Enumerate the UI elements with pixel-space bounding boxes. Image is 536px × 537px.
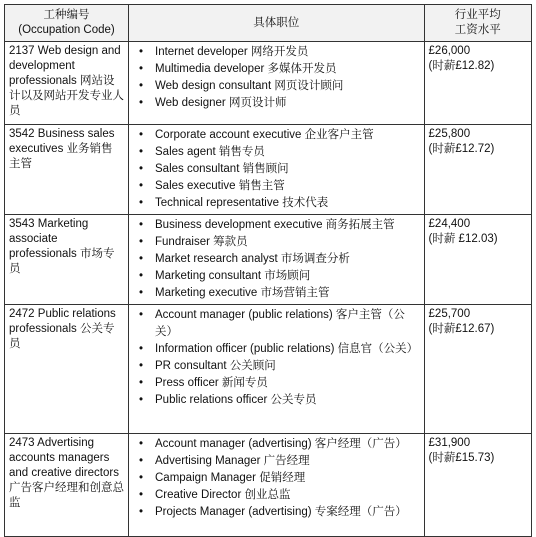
table-row	[5, 125, 532, 215]
occupation-code-text: 3542 Business sales executives 业务销售主管	[9, 128, 115, 170]
list-item	[139, 195, 420, 212]
list-item	[139, 144, 420, 161]
job-titles-cell	[129, 42, 425, 125]
list-item	[139, 44, 420, 61]
list-item	[139, 392, 420, 409]
occupation-code-text: 3543 Marketing associate professionals 市场专员	[9, 218, 115, 275]
list-item	[139, 436, 420, 453]
bullet-icon: •	[139, 377, 144, 389]
occupation-code-cell	[5, 215, 129, 305]
occupation-code-cell	[5, 305, 129, 434]
list-item	[139, 234, 420, 251]
bullet-icon: •	[139, 63, 144, 75]
table-row	[5, 305, 532, 434]
job-title: Account manager (advertising) 客户经理（广告）	[155, 438, 407, 450]
job-title: Corporate account executive 企业客户主管	[155, 129, 374, 141]
job-title: Creative Director 创业总监	[155, 489, 291, 501]
bullet-icon: •	[139, 309, 144, 321]
job-title: Marketing executive 市场营销主管	[155, 287, 330, 299]
header-occupation-code-cn: 工种编号	[43, 9, 90, 21]
bullet-icon: •	[139, 197, 144, 209]
list-item	[139, 358, 420, 375]
bullet-icon: •	[139, 270, 144, 282]
job-title: Internet developer 网络开发员	[155, 46, 309, 58]
salary-cell	[424, 42, 531, 125]
hourly-wage: (时薪 £12.03)	[428, 233, 498, 245]
bullet-icon: •	[139, 489, 144, 501]
list-item	[139, 217, 420, 234]
hourly-wage: (时薪£15.73)	[428, 452, 495, 464]
job-title: PR consultant 公关顾问	[155, 360, 276, 372]
job-title: Business development executive 商务拓展主管	[155, 219, 395, 231]
list-item	[139, 161, 420, 178]
salary-cell	[424, 215, 531, 305]
job-title: Sales executive 销售主管	[155, 180, 285, 192]
bullet-icon: •	[139, 455, 144, 467]
job-title: Advertising Manager 广告经理	[155, 455, 310, 467]
bullet-icon: •	[139, 236, 144, 248]
hourly-wage: (时薪£12.82)	[428, 60, 495, 72]
job-title: Information officer (public relations) 信息官（公关）	[155, 343, 419, 355]
bullet-icon: •	[139, 506, 144, 518]
occupation-code-text: 2473 Advertising accounts managers and creative directors 广告客户经理和创意总监	[9, 437, 124, 509]
annual-salary: £24,400	[428, 218, 471, 230]
table-header-row	[5, 5, 532, 42]
list-item	[139, 470, 420, 487]
job-title: Web design consultant 网页设计顾问	[155, 80, 344, 92]
job-list	[133, 436, 420, 521]
list-item	[139, 375, 420, 392]
bullet-icon: •	[139, 163, 144, 175]
header-job-titles: 具体职位	[129, 5, 425, 42]
job-title: Web designer 网页设计师	[155, 97, 287, 109]
list-item	[139, 268, 420, 285]
salary-cell	[424, 434, 531, 537]
occupation-code-cell	[5, 42, 129, 125]
header-average-salary-line2: 工资水平	[454, 24, 501, 36]
job-list	[133, 217, 420, 302]
bullet-icon: •	[139, 438, 144, 450]
list-item	[139, 453, 420, 470]
hourly-wage: (时薪£12.72)	[428, 143, 495, 155]
job-title: Fundraiser 筹款员	[155, 236, 248, 248]
bullet-icon: •	[139, 46, 144, 58]
job-titles-cell	[129, 305, 425, 434]
bullet-icon: •	[139, 129, 144, 141]
job-title: Sales consultant 销售顾问	[155, 163, 289, 175]
list-item	[139, 78, 420, 95]
header-occupation-code-en: (Occupation Code)	[18, 24, 115, 36]
job-title: Account manager (public relations) 客户主管（公关）	[155, 309, 405, 338]
bullet-icon: •	[139, 360, 144, 372]
occupation-code-text: 2137 Web design and development professionals 网站设计以及网站开发专业人员	[9, 45, 124, 117]
occupation-code-text: 2472 Public relations professionals 公关专员	[9, 308, 116, 350]
table-row	[5, 42, 532, 125]
header-average-salary-line1: 行业平均	[454, 9, 501, 21]
occupation-code-cell	[5, 434, 129, 537]
job-list	[133, 307, 420, 409]
salary-cell	[424, 125, 531, 215]
job-titles-cell	[129, 434, 425, 537]
job-title: Marketing consultant 市场顾问	[155, 270, 311, 282]
bullet-icon: •	[139, 97, 144, 109]
list-item	[139, 307, 420, 341]
bullet-icon: •	[139, 472, 144, 484]
job-list	[133, 127, 420, 212]
bullet-icon: •	[139, 180, 144, 192]
list-item	[139, 251, 420, 268]
occupation-code-cell	[5, 125, 129, 215]
header-average-salary	[424, 5, 531, 42]
annual-salary: £26,000	[428, 45, 471, 57]
list-item	[139, 61, 420, 78]
job-title: Multimedia developer 多媒体开发员	[155, 63, 337, 75]
job-title: Press officer 新闻专员	[155, 377, 268, 389]
bullet-icon: •	[139, 287, 144, 299]
job-titles-cell	[129, 125, 425, 215]
bullet-icon: •	[139, 394, 144, 406]
list-item	[139, 95, 420, 112]
hourly-wage: (时薪£12.67)	[428, 323, 495, 335]
job-title: Market research analyst 市场调查分析	[155, 253, 350, 265]
job-list	[133, 44, 420, 112]
bullet-icon: •	[139, 146, 144, 158]
annual-salary: £25,700	[428, 308, 471, 320]
list-item	[139, 487, 420, 504]
job-title: Sales agent 销售专员	[155, 146, 265, 158]
job-title: Campaign Manager 促销经理	[155, 472, 306, 484]
bullet-icon: •	[139, 253, 144, 265]
bullet-icon: •	[139, 80, 144, 92]
job-title: Technical representative 技术代表	[155, 197, 329, 209]
annual-salary: £25,800	[428, 128, 471, 140]
bullet-icon: •	[139, 343, 144, 355]
table-row	[5, 215, 532, 305]
salary-cell	[424, 305, 531, 434]
list-item	[139, 127, 420, 144]
occupation-table	[4, 4, 532, 537]
list-item	[139, 341, 420, 358]
list-item	[139, 504, 420, 521]
bullet-icon: •	[139, 219, 144, 231]
list-item	[139, 285, 420, 302]
annual-salary: £31,900	[428, 437, 471, 449]
job-title: Public relations officer 公关专员	[155, 394, 317, 406]
table-row	[5, 434, 532, 537]
job-title: Projects Manager (advertising) 专案经理（广告）	[155, 506, 407, 518]
list-item	[139, 178, 420, 195]
header-occupation-code	[5, 5, 129, 42]
job-titles-cell	[129, 215, 425, 305]
